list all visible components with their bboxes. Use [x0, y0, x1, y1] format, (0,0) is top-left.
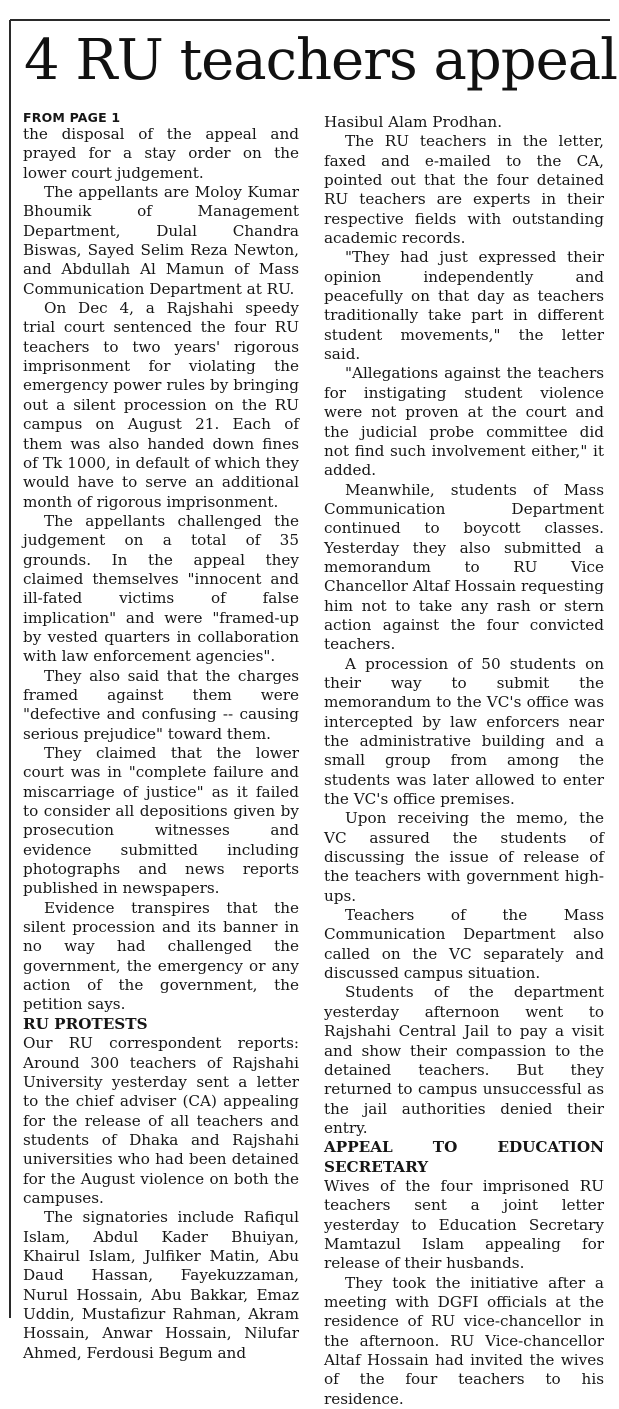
left-column — [23, 110, 299, 1363]
paragraph: Hasibul Alam Prodhan. — [324, 113, 503, 131]
paragraph: The appellants are Moloy Kumar Bhoumik of Management Department, Dulal Chandra Biswas, Sayed Selim Reza Newton, and Abdullah Al Mamun of Mass Communication Department at RU. — [23, 183, 299, 298]
right-column — [324, 113, 604, 1409]
paragraph: the disposal of the appeal and prayed for a stay order on the lower court judgement. — [23, 125, 299, 182]
subhead-ru-protests: RU PROTESTS — [23, 1014, 148, 1033]
paragraph: The RU teachers in the letter, faxed and e-mailed to the CA, pointed out that the four detained RU teachers are experts in their respective fields with outstanding academic records. — [324, 132, 604, 248]
paragraph: They claimed that the lower court was in "complete failure and miscarriage of justice" as it failed to consider all depositions given by prosecution witnesses and evidence submitted including photographs and news reports published in newspapers. — [23, 744, 299, 898]
paragraph: A procession of 50 students on their way to submit the memorandum to the VC's office was intercepted by law enforcers near the administrative building and a small group from among the students was later allowed to enter the VC's office premises. — [324, 654, 604, 809]
paragraph: The signatories include Rafiqul Islam, Abdul Kader Bhuiyan, Khairul Islam, Julfiker Matin, Abu Daud Hassan, Fayekuzzaman, Nurul Hossain, Abu Bakkar, Emaz Uddin, Mustafizur Rahman, Akram Hossain, Anwar Hossain, Nilufar Ahmed, Ferdousi Begum and — [23, 1208, 299, 1362]
paragraph: They took the initiative after a meeting with DGFI officials at the residence of RU vice-chancellor in the afternoon. RU Vice-chancellor Altaf Hossain had invited the wives of the four teachers to his residence. — [324, 1273, 604, 1408]
paragraph: The appellants challenged the judgement on a total of 35 grounds. In the appeal they claimed themselves "innocent and ill-fated victims of false implication" and were "framed-up by vested quarters in collaboration with law enforcement agencies". — [23, 511, 299, 666]
left-rule — [9, 20, 11, 1318]
paragraph: They also said that the charges framed against them were "defective and confusing -- causing serious prejudice" toward them. — [23, 666, 299, 743]
subhead-appeal-to-education-secretary: APPEAL TO EDUCATION SECRETARY — [324, 1138, 604, 1176]
paragraph: Students of the department yesterday afternoon went to Rajshahi Central Jail to pay a visit and show their compassion to the detained teachers. But they returned to campus unsuccessful as the jail authorities denied their entry. — [324, 983, 604, 1137]
paragraph: "Allegations against the teachers for instigating student violence were not proven at the court and the judicial probe committee did not find such involvement either," it added. — [324, 364, 604, 480]
paragraph: Wives of the four imprisoned RU teachers sent a joint letter yesterday to Education Secretary Mamtazul Islam appealing for release of their husbands. — [324, 1176, 604, 1273]
paragraph: Our RU correspondent reports: Around 300 teachers of Rajshahi University yesterday sent a letter to the chief adviser (CA) appealing for the release of all teachers and students of Dhaka and Rajshahi universities who had been detained for the August violence on both the campuses. — [23, 1034, 299, 1207]
article-headline: 4 RU teachers appeal — [24, 28, 618, 93]
paragraph: "They had just expressed their opinion independently and peacefully on that day as teachers traditionally take part in different student movements," the letter said. — [324, 248, 604, 364]
page-jump-label: FROM PAGE 1 — [23, 110, 121, 125]
paragraph: Meanwhile, students of Mass Communication Department continued to boycott classes. Yesterday they also submitted a memorandum to RU Vice Chancellor Altaf Hossain requesting him not to take any rash or stern action against the four convicted teachers. — [324, 480, 604, 654]
paragraph: On Dec 4, a Rajshahi speedy trial court sentenced the four RU teachers to two years' rigorous imprisonment for violating the emergency power rules by bringing out a silent procession on the RU campus on August 21. Each of them was also handed down fines of Tk 1000, in default of which they would have to serve an additional month of rigorous imprisonment. — [23, 299, 299, 511]
paragraph: Evidence transpires that the silent procession and its banner in no way had challenged the government, the emergency or any action of the government, the petition says. — [23, 898, 299, 1014]
paragraph: Upon receiving the memo, the VC assured the students of discussing the issue of release of the teachers with government high-ups. — [324, 809, 604, 905]
paragraph: Teachers of the Mass Communication Department also called on the VC separately and discussed campus situation. — [324, 906, 604, 983]
top-rule — [10, 19, 610, 21]
